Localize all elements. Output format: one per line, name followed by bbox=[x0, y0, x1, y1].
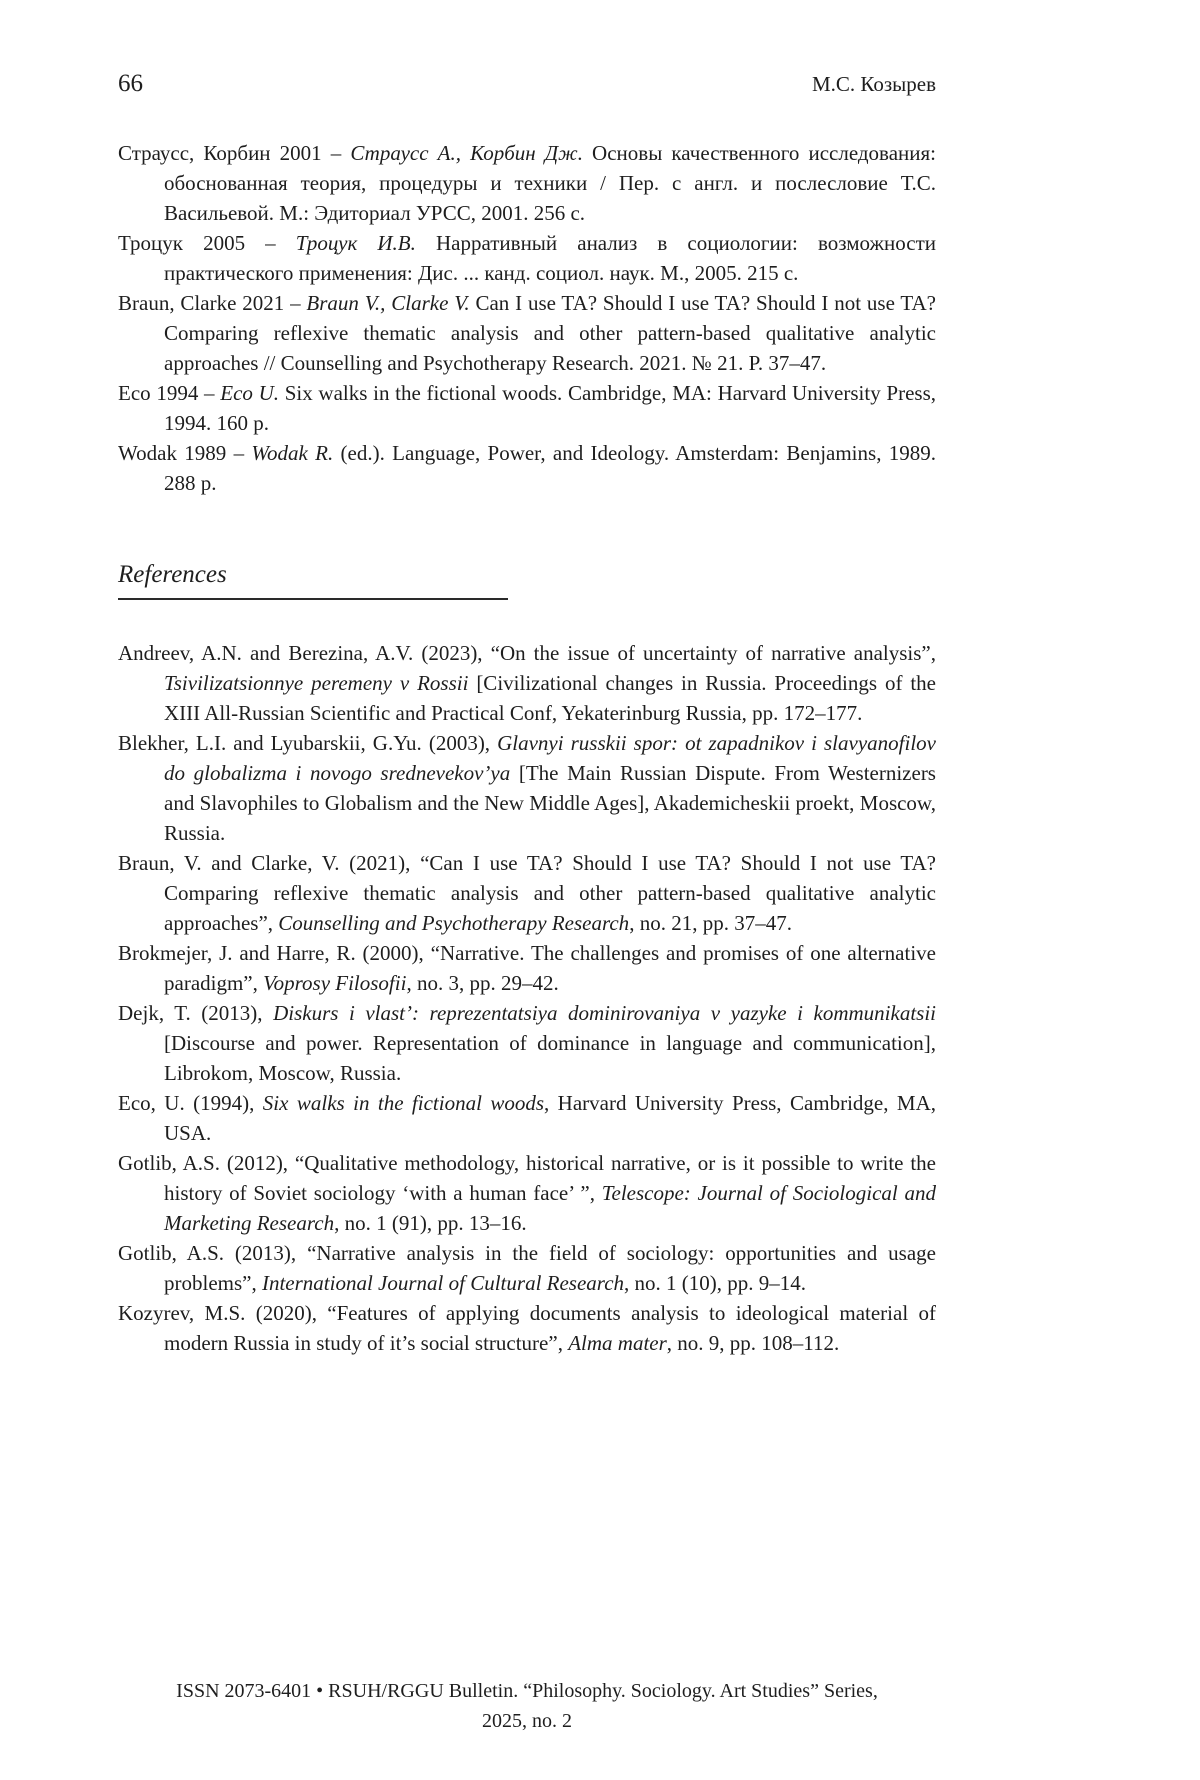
page-number: 66 bbox=[118, 70, 143, 97]
entry-text-segment: Dejk, T. (2013), bbox=[118, 1001, 274, 1025]
page-footer bbox=[118, 1676, 936, 1736]
entry-italic-segment: Six walks in the fictional woods bbox=[262, 1091, 545, 1115]
entry-text-segment: Eco, U. (1994), bbox=[118, 1091, 263, 1115]
entry-italic-segment: Wodak R. bbox=[251, 441, 334, 465]
reference-entry bbox=[118, 1088, 936, 1148]
reference-entry bbox=[118, 638, 936, 728]
entry-italic-segment: Tsivilizatsionnye peremeny v Rossii bbox=[164, 671, 469, 695]
entry-text-segment: Gotlib, A.S. (2012), “Qualitative methodology, historical narrative, or is it possible to write the history of Soviet sociology ‘with a human face’ ”, bbox=[118, 1151, 936, 1205]
entry-text-segment: , Harvard University Press, Cambridge, MA, USA. bbox=[164, 1091, 937, 1145]
reference-entry bbox=[118, 998, 936, 1088]
reference-entry bbox=[118, 1298, 936, 1358]
reference-entry bbox=[118, 1148, 936, 1238]
entry-italic-segment: Diskurs i vlast’: reprezentatsiya dominirovaniya v yazyke i kommunikatsii bbox=[273, 1001, 936, 1025]
entry-text-segment: , no. 1 (10), pp. 9–14. bbox=[624, 1271, 807, 1295]
entry-text-segment: Страусс, Корбин 2001 – bbox=[118, 141, 351, 165]
reference-entry bbox=[118, 848, 936, 938]
entry-italic-segment: Braun V., Clarke V. bbox=[306, 291, 470, 315]
entry-text-segment: , no. 1 (91), pp. 13–16. bbox=[334, 1211, 527, 1235]
entry-text-segment: [Civilizational changes in Russia. Proceedings of the XIII All-Russian Scientific and Practical Conf, Yekaterinburg Russia, pp. 172–177. bbox=[164, 671, 936, 725]
bibliography-section bbox=[118, 138, 936, 498]
entry-italic-segment: International Journal of Cultural Research bbox=[261, 1271, 625, 1295]
entry-text-segment: Wodak 1989 – bbox=[118, 441, 252, 465]
page-header bbox=[118, 70, 936, 98]
entry-text-segment: [Discourse and power. Representation of dominance in language and communication], Librokom, Moscow, Russia. bbox=[164, 1031, 936, 1085]
entry-text-segment: , no. 21, pp. 37–47. bbox=[629, 911, 792, 935]
entry-text-segment: Can I use TA? Should I use TA? Should I not use TA? Comparing reflexive thematic analysis and other pattern-based qualitative analytic approaches // Counselling and Psychotherapy Research. 2021. № 21. P. 37–47. bbox=[164, 291, 936, 375]
entry-text-segment: Andreev, A.N. and Berezina, A.V. (2023), “On the issue of uncertainty of narrative analysis”, bbox=[118, 641, 936, 665]
entry-text-segment: Six walks in the fictional woods. Cambridge, MA: Harvard University Press, 1994. 160 p. bbox=[164, 381, 936, 435]
reference-entry bbox=[118, 728, 936, 848]
reference-entry bbox=[118, 938, 936, 998]
entry-italic-segment: Counselling and Psychotherapy Research bbox=[278, 911, 630, 935]
references-heading: References bbox=[118, 561, 227, 588]
entry-text-segment: Braun, V. and Clarke, V. (2021), “Can I use TA? Should I use TA? Should I not use TA? Comparing reflexive thematic analysis and other pattern-based qualitative analytic approaches”, bbox=[118, 851, 936, 935]
entry-text-segment: Троцук 2005 – bbox=[118, 231, 296, 255]
entry-italic-segment: Страусс А., Корбин Дж. bbox=[350, 141, 583, 165]
entry-italic-segment: Троцук И.В. bbox=[295, 231, 416, 255]
bibliography-entry bbox=[118, 228, 936, 288]
entry-text-segment: Blekher, L.I. and Lyubarskii, G.Yu. (2003), bbox=[118, 731, 498, 755]
reference-entry bbox=[118, 1238, 936, 1298]
entry-text-segment: Нарративный анализ в социологии: возможности практического применения: Дис. ... канд. социол. наук. М., 2005. 215 с. bbox=[164, 231, 936, 285]
bibliography-entry bbox=[118, 438, 936, 498]
entry-text-segment: Kozyrev, M.S. (2020), “Features of applying documents analysis to ideological material of modern Russia in study of it’s social structure”, bbox=[118, 1301, 936, 1355]
footer-issn-line: ISSN 2073-6401 • RSUH/RGGU Bulletin. “Philosophy. Sociology. Art Studies” Series, bbox=[176, 1680, 878, 1702]
entry-italic-segment: Alma mater bbox=[568, 1331, 667, 1355]
entry-text-segment: [The Main Russian Dispute. From Westernizers and Slavophiles to Globalism and the New Middle Ages], Akademicheskii proekt, Moscow, Russia. bbox=[164, 761, 936, 845]
references-underline bbox=[118, 598, 508, 600]
entry-text-segment: Brokmejer, J. and Harre, R. (2000), “Narrative. The challenges and promises of one alternative paradigm”, bbox=[118, 941, 936, 995]
entry-text-segment: (ed.). Language, Power, and Ideology. Amsterdam: Benjamins, 1989. 288 p. bbox=[164, 441, 937, 495]
references-section bbox=[118, 638, 936, 1358]
entry-italic-segment: Glavnyi russkii spor: ot zapadnikov i slavyanofilov do globalizma i novogo srednevekov’ya bbox=[164, 731, 936, 785]
entry-italic-segment: Telescope: Journal of Sociological and Marketing Research bbox=[164, 1181, 936, 1235]
entry-text-segment: , no. 9, pp. 108–112. bbox=[666, 1331, 840, 1355]
bibliography-entry bbox=[118, 138, 936, 228]
footer-issue-line: 2025, no. 2 bbox=[482, 1710, 572, 1732]
entry-italic-segment: Voprosy Filosofii bbox=[263, 971, 407, 995]
entry-text-segment: , no. 3, pp. 29–42. bbox=[406, 971, 559, 995]
bibliography-entry bbox=[118, 288, 936, 378]
entry-text-segment: Braun, Clarke 2021 – bbox=[118, 291, 307, 315]
running-head-author: М.С. Козырев bbox=[811, 72, 936, 96]
entry-text-segment: Основы качественного исследования: обоснованная теория, процедуры и техники / Пер. с англ. и послесловие Т.С. Васильевой. М.: Эдиториал УРСС, 2001. 256 с. bbox=[164, 141, 936, 225]
bibliography-entry bbox=[118, 378, 936, 438]
entry-text-segment: Eco 1994 – bbox=[118, 381, 221, 405]
entry-text-segment: Gotlib, A.S. (2013), “Narrative analysis in the field of sociology: opportunities and usage problems”, bbox=[118, 1241, 936, 1295]
entry-italic-segment: Eco U. bbox=[220, 381, 280, 405]
